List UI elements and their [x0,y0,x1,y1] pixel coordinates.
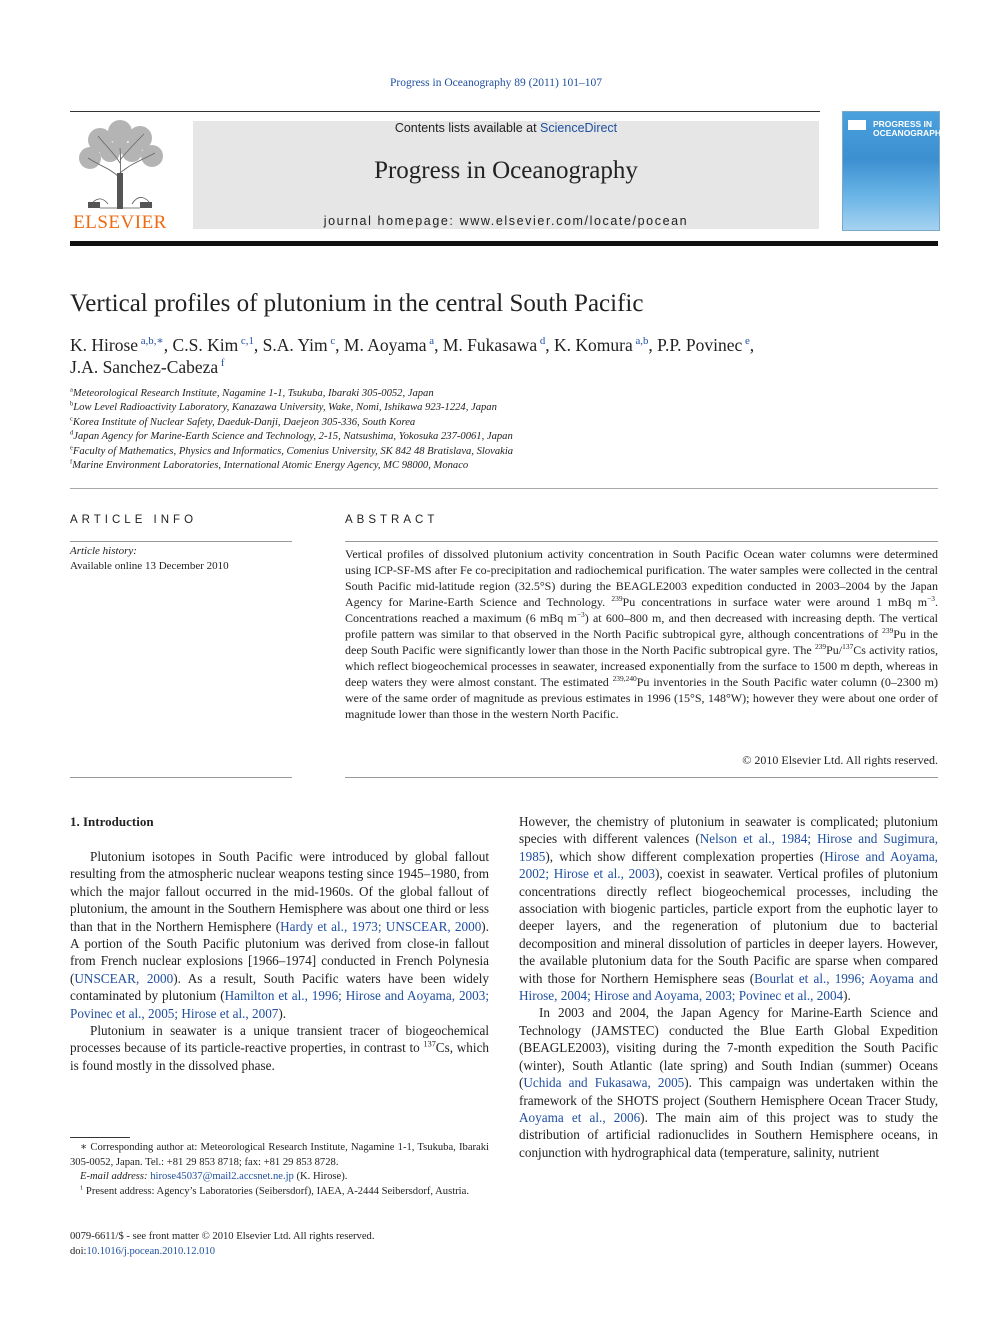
text-segment: ). A portion of the South Pacific plutonium was derived from close-in fallout from French nuclear explosions [1966–1974] conducted in French Polynesia ( [70,918,489,986]
cover-title [873,119,947,138]
article-info-rule-bottom [70,777,292,778]
email-link[interactable]: hirose45037@mail2.accsnet.ne.jp [150,1171,294,1183]
contents-line [193,121,819,135]
doi-line [70,1245,375,1260]
abstract-segment: Vertical profiles of dissolved plutonium activity concentration in South Pacific Ocean water columns were determined using ICP-SF-MS after Fe co-precipitation and radiochemical purification. The water samples were collected in the central South Pacific mid-latitude region (32.5°S) during the BEAGLE2003 expedition conducted in 2003–2004 by the Japan Agency for Marine-Earth Science and Technology. [345,547,938,609]
author-list [70,334,938,378]
abstract-copyright: © 2010 Elsevier Ltd. All rights reserved. [742,753,938,767]
affiliation-text: Meteorological Research Institute, Nagamine 1-1, Tsukuba, Ibaraki 305-0052, Japan [72,388,434,399]
author-separator: , [163,335,173,355]
journal-homepage [193,214,819,228]
paragraph [519,813,938,1004]
author-affiliation-marker[interactable]: a,b [632,335,649,348]
abstract-superscript: 239 [882,626,894,635]
text-segment: Plutonium isotopes in South Pacific were introduced by global fallout resulting from the atmospheric nuclear weapons testing since 1945–1980, from which the major fallout occurred in the mid-1960s. Of the global fallout of plutonium, the amount in the Southern Hemisphere was about one third or less than that in the Northern Hemisphere ( [70,849,489,934]
citation-link[interactable]: Bourlat et al., 1996; Aoyama and Hirose, 2004; Hirose and Aoyama, 2003; Povinec et al., 2004 [519,970,939,1004]
author-separator: , [253,335,263,355]
isotope-superscript: 137 [423,1040,436,1050]
author-affiliation-marker[interactable]: d [537,335,546,348]
email-note [70,1170,489,1185]
affiliation-item [70,445,938,459]
author-affiliation-marker[interactable]: c [327,335,336,348]
abstract-heading: ABSTRACT [345,514,439,526]
abstract-segment: Pu/ [826,643,843,657]
paragraph [70,848,489,1022]
cover-title-line-1: PROGRESS IN [873,119,933,129]
text-segment: However, the chemistry of plutonium in seawater is complicated; plutonium species with different valences ( [519,814,938,847]
abstract-superscript: −3 [927,594,935,603]
article-history-label: Article history: [70,545,137,557]
elsevier-wordmark: ELSEVIER [73,212,167,233]
affiliation-item [70,387,938,401]
introduction-heading: 1. Introduction [70,814,154,829]
body-column-left [70,848,489,1074]
paragraph [70,1022,489,1074]
author-name: K. Komura [554,335,633,355]
author-name: C.S. Kim [172,335,239,355]
author-name: M. Fukasawa [442,335,538,355]
affiliation-item [70,401,938,415]
footnote-text: Present address: Agency’s Laboratories (Seibersdorf), IAEA, A-2444 Seibersdorf, Austria. [83,1185,469,1197]
citation-link[interactable]: Aoyama et al., 2006 [519,1109,641,1125]
citation-link[interactable]: Hamilton et al., 1996; Hirose and Aoyama, 2003; Povinec et al., 2005; Hirose et al., 2007 [70,988,489,1021]
text-segment: ). The main aim of this project was to study the distribution of artificial radionuclides in Southern Hemisphere oceans, in conjunction with hydrographical data (temperature, salinity, nutrient [519,1109,938,1160]
author-separator: , [335,335,344,355]
journal-citation[interactable]: Progress in Oceanography 89 (2011) 101–107 [390,77,602,89]
cover-publisher-mark-icon [848,120,866,130]
footnote-mark: 1 [80,1184,84,1192]
affiliation-item [70,459,938,473]
email-label: E-mail address: [80,1171,148,1183]
doi-prefix: doi: [70,1245,87,1257]
abstract-rule-bottom [345,777,938,778]
citation-link[interactable]: Hardy et al., 1973; UNSCEAR, 2000 [280,918,482,934]
author-affiliation-marker[interactable]: c,1 [238,335,254,348]
text-segment: ), which show different complexation properties ( [545,848,825,864]
abstract-segment: Pu in the deep South Pacific were significantly lower than those in the North Pacific subtropical gyre. The [345,627,938,657]
abstract-segment: . Concentrations reached a maximum (6 mBq m [345,595,938,625]
author-separator: , [434,335,443,355]
abstract-text [345,546,938,722]
cover-title-line-2: OCEANOGRAPHY [873,128,947,138]
author-name: K. Hirose [70,335,139,355]
author-name: M. Aoyama [343,335,427,355]
text-segment: ). [843,988,851,1004]
affiliation-text: Japan Agency for Marine-Earth Science and Technology, 2-15, Natsushima, Yokosuka 237-0061, Japan [73,431,513,443]
author-name: S.A. Yim [262,335,328,355]
abstract-superscript: −3 [576,610,585,619]
journal-name: Progress in Oceanography [374,157,638,184]
author-affiliation-marker[interactable]: a,b,∗ [138,335,164,348]
citation-link[interactable]: UNSCEAR, 2000 [74,970,174,986]
text-segment: Cs, which is found mostly in the dissolved phase. [70,1040,490,1073]
paragraph [519,1004,938,1161]
abstract-superscript: 239 [611,594,623,603]
text-segment: ). [278,1005,287,1021]
article-title: Vertical profiles of plutonium in the central South Pacific [70,290,644,317]
abstract-superscript: 239,240 [612,674,637,683]
issn-line: 0079-6611/$ - see front matter © 2010 Elsevier Ltd. All rights reserved. [70,1231,375,1242]
footnote-mark: ∗ [80,1142,88,1153]
affiliation-key: c [70,415,73,423]
abstract-segment: Cs activity ratios, which reflect biogeochemical processes in seawater, increased exponentially from the surface to 1500 m depth, whereas in deep waters they were almost constant. The estimated [345,643,938,689]
affiliation-key: d [70,429,74,437]
corresponding-author-note [70,1141,489,1170]
author-name: J.A. Sanchez-Cabeza [70,357,219,377]
homepage-prefix: journal homepage: [323,214,460,228]
text-segment: Plutonium in seawater is a unique transient tracer of biogeochemical processes because of its particle-reactive properties, in contrast to [70,1023,489,1056]
affiliation-key: b [70,400,74,408]
affiliation-key: f [70,458,73,466]
article-info-heading: ARTICLE INFO [70,514,198,526]
citation-link[interactable]: Hirose and Aoyama, 2002; Hirose et al., 2003 [519,848,938,882]
citation-link[interactable]: Nelson et al., 1984; Hirose and Sugimura, 1985 [519,831,938,864]
abstract-segment: Pu inventories in the South Pacific water column (0–2300 m) were of the same order of magnitude as previous estimates in 1996 (15°S, 148°W); however they were about one order of magnitude lower than those in the western North Pacific. [345,675,939,721]
journal-cover-thumbnail [842,111,947,231]
body-column-right [519,813,938,1161]
author-separator: , [545,335,555,355]
footnotes [70,1141,489,1199]
affiliation-text: Korea Institute of Nuclear Safety, Daeduk-Danji, Daejeon 305-336, South Korea [72,416,416,428]
contents-prefix: Contents lists available at [394,121,541,135]
author-separator: , [648,335,658,355]
author-affiliation-marker[interactable]: f [218,357,225,370]
footnote-text: Corresponding author at: Meteorological Research Institute, Nagamine 1-1, Tsukuba, Ibaraki 305-0052, Japan. Tel.: +81 29 853 8718; fax: +81 29 853 8728. [70,1142,489,1168]
abstract-rule-top [345,541,938,542]
affiliation-list [70,387,938,473]
article-history-value: Available online 13 December 2010 [70,560,229,572]
author-affiliation-marker[interactable]: e [742,335,750,348]
affiliation-item [70,416,938,430]
text-segment: ). This campaign was undertaken within the framework of the SHOTS project (Southern Hemisphere Ocean Tracer Study, [519,1075,938,1108]
footnote-rule [70,1137,130,1138]
abstract-superscript: 239 [814,642,827,651]
email-suffix: (K. Hirose). [293,1171,348,1183]
text-segment: ), coexist in seawater. Vertical profiles of plutonium concentrations directly reflect biogeochemical processes, including the association with biogenic particles, particle export from the euphotic layer to deeper layers, and the regeneration of plutonium due to bacterial decomposition and mineral dissolution of particles in deeper layers. However, the available plutonium data for the South Pacific are sparse when compared with those for Northern Hemisphere seas ( [519,866,939,986]
present-address-note [70,1185,489,1200]
affiliation-key: a [70,386,73,394]
author-affiliation-marker[interactable]: a [426,335,435,348]
citation-link[interactable]: Uchida and Fukasawa, 2005 [523,1075,685,1091]
abstract-segment: Pu concentrations in surface water were around 1 mBq m [622,595,928,609]
abstract-superscript: 137 [842,642,854,651]
header-rule [70,111,820,112]
author-name: P.P. Povinec [657,335,743,355]
text-segment: ). As a result, South Pacific waters have been widely contaminated by plutonium ( [70,970,489,1004]
homepage-link[interactable]: www.elsevier.com/locate/pocean [459,214,689,228]
author-separator: , [749,335,755,355]
article-info-rule-top [70,541,292,542]
text-segment: In 2003 and 2004, the Japan Agency for Marine-Earth Science and Technology (JAMSTEC) conducted the Blue Earth Global Expedition (BEAGLE2003), visiting during the 7-month expedition the South Pacific (winter), South Atlantic (late spring) and South Indian (summer) Oceans ( [519,1005,938,1091]
issn-block [70,1230,375,1259]
section-rule [70,488,938,489]
sciencedirect-link[interactable]: ScienceDirect [540,121,618,135]
doi-link[interactable]: 10.1016/j.pocean.2010.12.010 [86,1245,216,1257]
header-thick-rule [70,241,938,246]
affiliation-key: e [70,444,73,452]
affiliation-text: Faculty of Mathematics, Physics and Informatics, Comenius University, SK 842 48 Bratislava, Slovakia [72,445,514,457]
abstract-segment: ) at 600–800 m, and then decreased with increasing depth. The vertical profile pattern was similar to that observed in the North Pacific subtropical gyre, although concentrations of [345,611,939,641]
affiliation-text: Low Level Radioactivity Laboratory, Kanazawa University, Wake, Nomi, Ishikawa 923-1224, Japan [73,402,497,414]
affiliation-text: Marine Environment Laboratories, International Atomic Energy Agency, MC 98000, Monaco [72,460,469,472]
affiliation-item [70,430,938,444]
journal-banner [193,121,819,229]
